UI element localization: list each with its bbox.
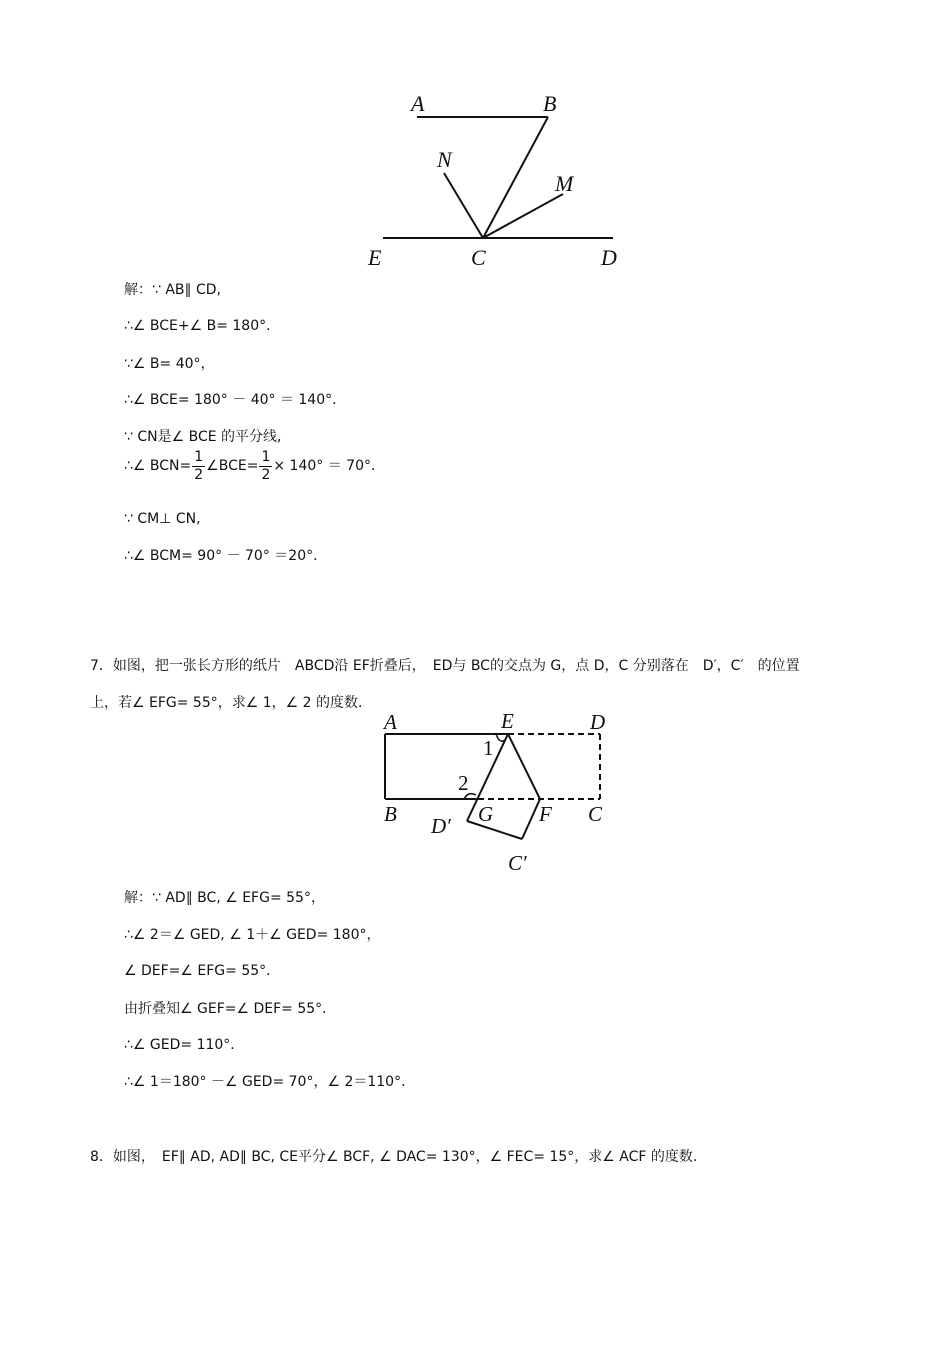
label-g: G: [478, 802, 494, 826]
label-b: B: [543, 91, 557, 116]
fraction-line-suffix: × 140° ＝ 70°．: [273, 458, 385, 474]
fraction-1-denominator: 2: [194, 466, 204, 483]
solution6-fraction-line: [124, 446, 385, 486]
solution7-line-6: ∴∠ 1＝180° －∠ GED= 70°，∠ 2＝110°．: [124, 1074, 416, 1090]
solution7-line-1: 解：∵ AD∥ BC, ∠ EFG= 55°，: [124, 890, 325, 906]
side-c-prime-f: [522, 799, 540, 839]
label-angle-2: 2: [458, 771, 469, 795]
label-b: B: [384, 802, 397, 826]
solution6-line-1: 解：∵ AB∥ CD,: [124, 282, 221, 298]
label-d: D: [590, 710, 606, 734]
label-d: D: [601, 245, 617, 270]
problem7-line-2: 上，若∠ EFG= 55°，求∠ 1，∠ 2 的度数.: [90, 695, 363, 711]
fraction-1-numerator: 1: [194, 448, 204, 465]
solution7-line-2: ∴∠ 2＝∠ GED, ∠ 1＋∠ GED= 180°，: [124, 927, 381, 943]
solution7-line-4: 由折叠知∠ GEF=∠ DEF= 55°．: [124, 1001, 337, 1017]
side-d-prime-c-prime: [467, 821, 522, 839]
fraction-line-prefix: ∴∠ BCN=: [124, 458, 192, 474]
label-e: E: [501, 709, 514, 733]
fraction-line-mid: ∠BCE=: [206, 458, 259, 474]
problem8-line-1: 8．如图， EF∥ AD, AD∥ BC, CE平分∠ BCF, ∠ DAC= 130°，∠ FEC= 15°，求∠ ACF 的度数.: [90, 1149, 698, 1165]
fraction-2-numerator: 1: [261, 448, 271, 465]
figure-folded-rectangle: [370, 707, 620, 882]
solution6-line-5: ∵ CN是∠ BCE 的平分线,: [124, 429, 282, 445]
problem7-line-1: 7．如图，把一张长方形的纸片 ABCD沿 EF折叠后， ED与 BC的交点为 G，点 D，C 分别落在 D′，C′ 的位置: [90, 658, 800, 674]
solution6-line-8: ∴∠ BCM= 90° － 70° ＝20°．: [124, 548, 328, 564]
segment-cn: [444, 173, 483, 238]
label-a: A: [384, 710, 397, 734]
solution6-line-7: ∵ CM⊥ CN,: [124, 511, 201, 527]
angle-1-mark: [496, 734, 506, 741]
label-c-prime: C′: [508, 851, 527, 875]
solution6-line-3: ∵∠ B= 40°，: [124, 356, 215, 372]
fraction-2-denominator: 2: [261, 466, 271, 483]
fold-ef: [508, 734, 540, 799]
solution7-line-5: ∴∠ GED= 110°．: [124, 1037, 245, 1053]
label-m: M: [555, 171, 574, 196]
figure-angle-bisector: [360, 85, 640, 275]
label-n: N: [437, 147, 452, 172]
label-d-prime: D′: [431, 814, 451, 838]
label-c: C: [588, 802, 603, 826]
label-e: E: [368, 245, 382, 270]
label-c: C: [471, 245, 486, 270]
label-a: A: [411, 91, 425, 116]
fraction-half-2: [259, 449, 272, 484]
solution6-line-2: ∴∠ BCE+∠ B= 180°．: [124, 318, 281, 334]
label-angle-1: 1: [483, 736, 494, 760]
label-f: F: [539, 802, 552, 826]
fraction-half-1: [192, 449, 205, 484]
solution7-line-3: ∠ DEF=∠ EFG= 55°．: [124, 963, 281, 979]
solution6-line-4: ∴∠ BCE= 180° － 40° ＝ 140°．: [124, 392, 347, 408]
